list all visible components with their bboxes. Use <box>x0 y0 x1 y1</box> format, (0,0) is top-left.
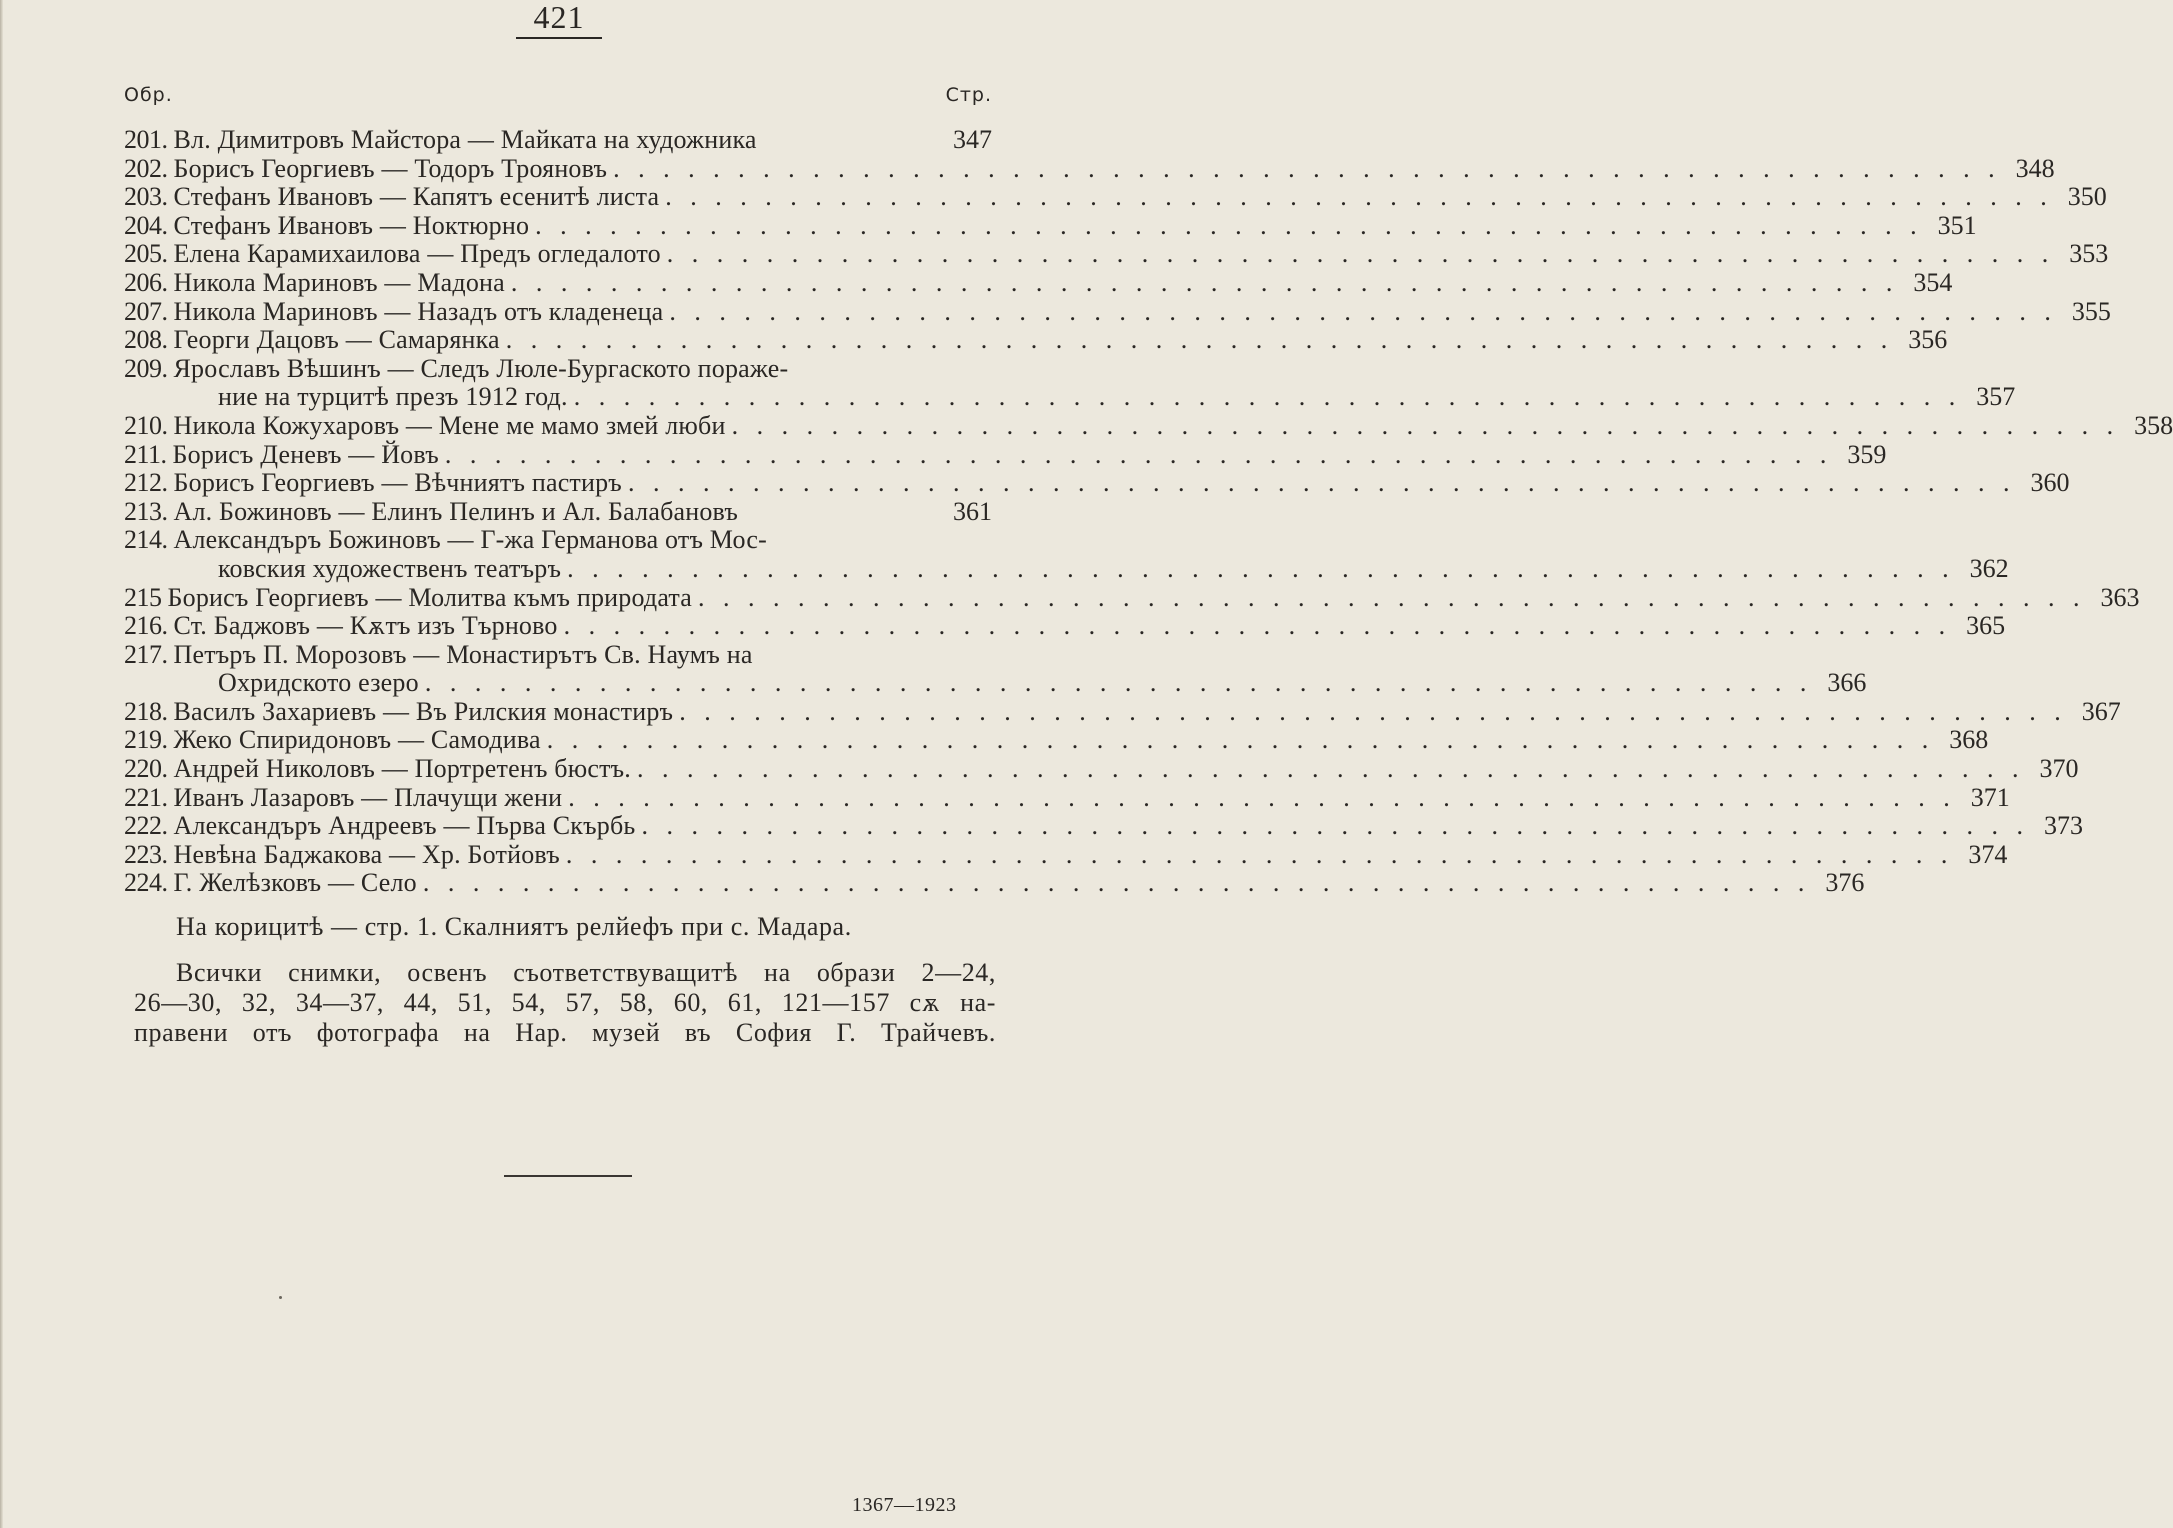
dot-leader <box>574 383 1962 412</box>
dot-leader <box>445 441 1833 470</box>
dot-leader <box>547 726 1935 755</box>
entry-title: Стефанъ Ивановъ — Ноктюрно <box>173 210 530 240</box>
entry-title: Ст. Баджовъ — Кѫтъ изъ Търново <box>173 611 558 641</box>
column-header-image-number: Обр. <box>124 84 173 106</box>
entry-number: 224. <box>124 868 168 898</box>
entry-title: Борисъ Георгиевъ — Вѣчниятъ пастиръ <box>173 468 622 498</box>
toc-entry <box>124 696 2121 727</box>
page-spine-edge <box>0 0 3 1528</box>
toc-entry <box>124 553 2009 584</box>
toc-entry <box>124 839 2008 870</box>
entry-title: Никола Мариновъ — Назадъ отъ кладенеца <box>173 296 664 326</box>
entry-number: 223. <box>124 839 168 869</box>
toc-entry <box>124 267 1953 298</box>
entry-page-number: 347 <box>953 125 992 154</box>
print-speck <box>279 1296 282 1299</box>
toc-entry <box>124 668 1867 698</box>
toc-entry <box>124 355 992 384</box>
entry-title: Петъръ П. Морозовъ — Монастирътъ Св. Наумъ на <box>173 639 753 669</box>
entry-title: Василъ Захариевъ — Въ Рилския монастиръ <box>173 696 674 726</box>
entry-page-number: 366 <box>1827 668 1867 698</box>
dot-leader <box>423 869 1811 898</box>
entry-number: 213. <box>124 496 168 526</box>
entry-title: Александъръ Андреевъ — Първа Скърбь <box>173 811 636 841</box>
entry-page-number: 374 <box>1968 839 2008 869</box>
toc-entry <box>124 782 2010 813</box>
entry-page-number: 351 <box>1937 210 1977 240</box>
entry-number: 216. <box>124 611 168 641</box>
toc-entry <box>124 498 992 527</box>
entry-page-number: 359 <box>1847 439 1887 469</box>
entry-number: 212. <box>124 468 168 498</box>
toc-entry <box>124 754 2079 784</box>
entry-page-number: 350 <box>2067 182 2107 212</box>
entry-title: ковския художественъ театъръ <box>218 553 562 583</box>
photo-credits-note <box>134 958 996 1048</box>
entry-number: 208. <box>124 325 168 355</box>
entry-number: 214. <box>124 525 168 555</box>
entry-page-number: 363 <box>2100 582 2140 612</box>
dot-leader <box>566 841 1954 870</box>
entry-title: Александъръ Божиновъ — Г-жа Германова отъ Мос- <box>173 525 767 555</box>
dot-leader <box>535 212 1923 241</box>
dot-leader <box>564 612 1952 641</box>
dot-leader <box>667 240 2055 269</box>
toc-entry <box>124 811 2083 841</box>
section-end-rule <box>504 1175 632 1177</box>
toc-entry <box>124 296 2111 327</box>
entry-number: 205. <box>124 239 168 269</box>
page-number: 421 <box>533 0 585 35</box>
toc-entry <box>124 582 2140 613</box>
printer-signature-mark: 1367—1923 <box>852 1494 957 1516</box>
entry-page-number: 361 <box>953 496 992 526</box>
photo-credits-line-2: 26—30, 32, 34—37, 44, 51, 54, 57, 58, 60, 61, 121—157 сѫ на- <box>134 988 996 1017</box>
entry-title: Борисъ Георгиевъ — Тодоръ Трояновъ <box>173 153 608 183</box>
entry-page-number: 353 <box>2069 239 2109 269</box>
cover-note: На корицитѣ — стр. 1. Скалниятъ релйефъ при с. Мадара. <box>176 912 852 941</box>
toc-entry <box>124 182 2107 212</box>
entry-title: Георги Дацовъ — Самарянка <box>173 325 500 355</box>
entry-page-number: 365 <box>1966 611 2006 641</box>
entry-page-number: 348 <box>2015 153 2055 183</box>
entry-number: 204. <box>124 210 168 240</box>
entry-title: Иванъ Лазаровъ — Плачущи жени <box>173 782 563 812</box>
dot-leader <box>613 155 2001 184</box>
toc-entry <box>124 126 992 155</box>
photo-credits-line-1: Всички снимки, освенъ съответствуващитѣ на образи 2—24, <box>176 958 996 987</box>
entry-title: Елена Карамихаилова — Предъ огледалото <box>173 239 661 269</box>
toc-entry <box>124 611 2006 641</box>
entry-title: Вл. Димитровъ Майстора — Майката на художника <box>173 125 757 154</box>
toc-entry <box>124 725 1989 755</box>
entry-number: 217. <box>124 639 168 669</box>
entry-number: 222. <box>124 811 168 841</box>
entry-title: Охридското езеро <box>218 668 419 698</box>
entry-page-number: 356 <box>1908 325 1948 355</box>
entry-title: Жеко Спиридоновъ — Самодива <box>173 725 541 755</box>
entry-page-number: 360 <box>2030 468 2070 498</box>
entry-page-number: 373 <box>2043 811 2083 841</box>
entry-number: 202. <box>124 153 168 183</box>
toc-entry <box>124 868 1865 898</box>
dot-leader <box>567 555 1955 584</box>
toc-entry <box>124 382 2016 412</box>
entry-number: 206. <box>124 267 168 297</box>
entry-title: Никола Мариновъ — Мадона <box>173 267 505 297</box>
entry-title: Невѣна Баджакова — Хр. Ботйовъ <box>173 839 560 869</box>
entry-number: 210. <box>124 410 168 440</box>
list-of-illustrations <box>124 125 2173 898</box>
dot-leader <box>732 412 2120 441</box>
entry-number: 211. <box>124 439 167 469</box>
toc-entry <box>124 239 2109 269</box>
dot-leader <box>679 698 2067 727</box>
entry-title: ние на турцитѣ презъ 1912 год. <box>218 382 568 412</box>
entry-title: Андрей Николовъ — Портретенъ бюстъ. <box>173 754 631 784</box>
column-header-page: Стр. <box>945 84 992 106</box>
entry-page-number: 362 <box>1969 553 2009 583</box>
photo-credits-line-3: правени отъ фотографа на Нар. музей въ София Г. Трайчевъ. <box>134 1018 996 1047</box>
dot-leader <box>641 812 2029 841</box>
entry-title: Г. Желѣзковъ — Село <box>173 868 417 898</box>
entry-number: 207. <box>124 296 168 326</box>
entry-number: 209. <box>124 353 168 383</box>
entry-number: 203. <box>124 182 168 212</box>
entry-number: 219. <box>124 725 168 755</box>
entry-page-number: 354 <box>1913 267 1953 297</box>
dot-leader <box>511 269 1899 298</box>
toc-entry <box>124 526 992 555</box>
toc-entry <box>124 468 2070 498</box>
toc-entry <box>124 210 1977 241</box>
dot-leader <box>628 469 2016 498</box>
entry-title: Стефанъ Ивановъ — Капятъ есенитѣ листа <box>173 182 660 212</box>
entry-number: 201. <box>124 125 168 154</box>
toc-entry <box>124 439 1887 470</box>
dot-leader <box>637 755 2025 784</box>
page-number-underline <box>516 37 602 39</box>
toc-entry <box>124 325 1948 355</box>
entry-number: 221. <box>124 782 168 812</box>
entry-title: Ал. Божиновъ — Елинъ Пелинъ и Ал. Балабановъ <box>173 496 739 526</box>
dot-leader <box>425 669 1813 698</box>
entry-title: Никола Кожухаровъ — Мене ме мамо змей люби <box>173 410 726 440</box>
entry-page-number: 367 <box>2081 696 2121 726</box>
entry-page-number: 368 <box>1949 725 1989 755</box>
dot-leader <box>669 298 2057 327</box>
entry-page-number: 376 <box>1825 868 1865 898</box>
entry-page-number: 371 <box>1970 782 2010 812</box>
entry-page-number: 357 <box>1976 382 2016 412</box>
dot-leader <box>506 326 1894 355</box>
toc-entry <box>124 410 2173 441</box>
entry-title: Ярославъ Вѣшинъ — Следъ Люле-Бургаското пораже- <box>173 353 789 383</box>
entry-number: 215 <box>124 582 162 612</box>
entry-number: 220. <box>124 754 168 784</box>
toc-entry <box>124 153 2055 184</box>
toc-entry <box>124 641 992 670</box>
entry-title: Борисъ Деневъ — Йовъ <box>172 439 439 469</box>
dot-leader <box>568 784 1956 813</box>
entry-title: Борисъ Георгиевъ — Молитва къмъ природата <box>167 582 693 612</box>
entry-page-number: 355 <box>2071 296 2111 326</box>
entry-page-number: 370 <box>2039 754 2079 784</box>
entry-number: 218. <box>124 696 168 726</box>
entry-page-number: 358 <box>2134 410 2173 440</box>
dot-leader <box>698 584 2086 613</box>
dot-leader <box>665 183 2053 212</box>
